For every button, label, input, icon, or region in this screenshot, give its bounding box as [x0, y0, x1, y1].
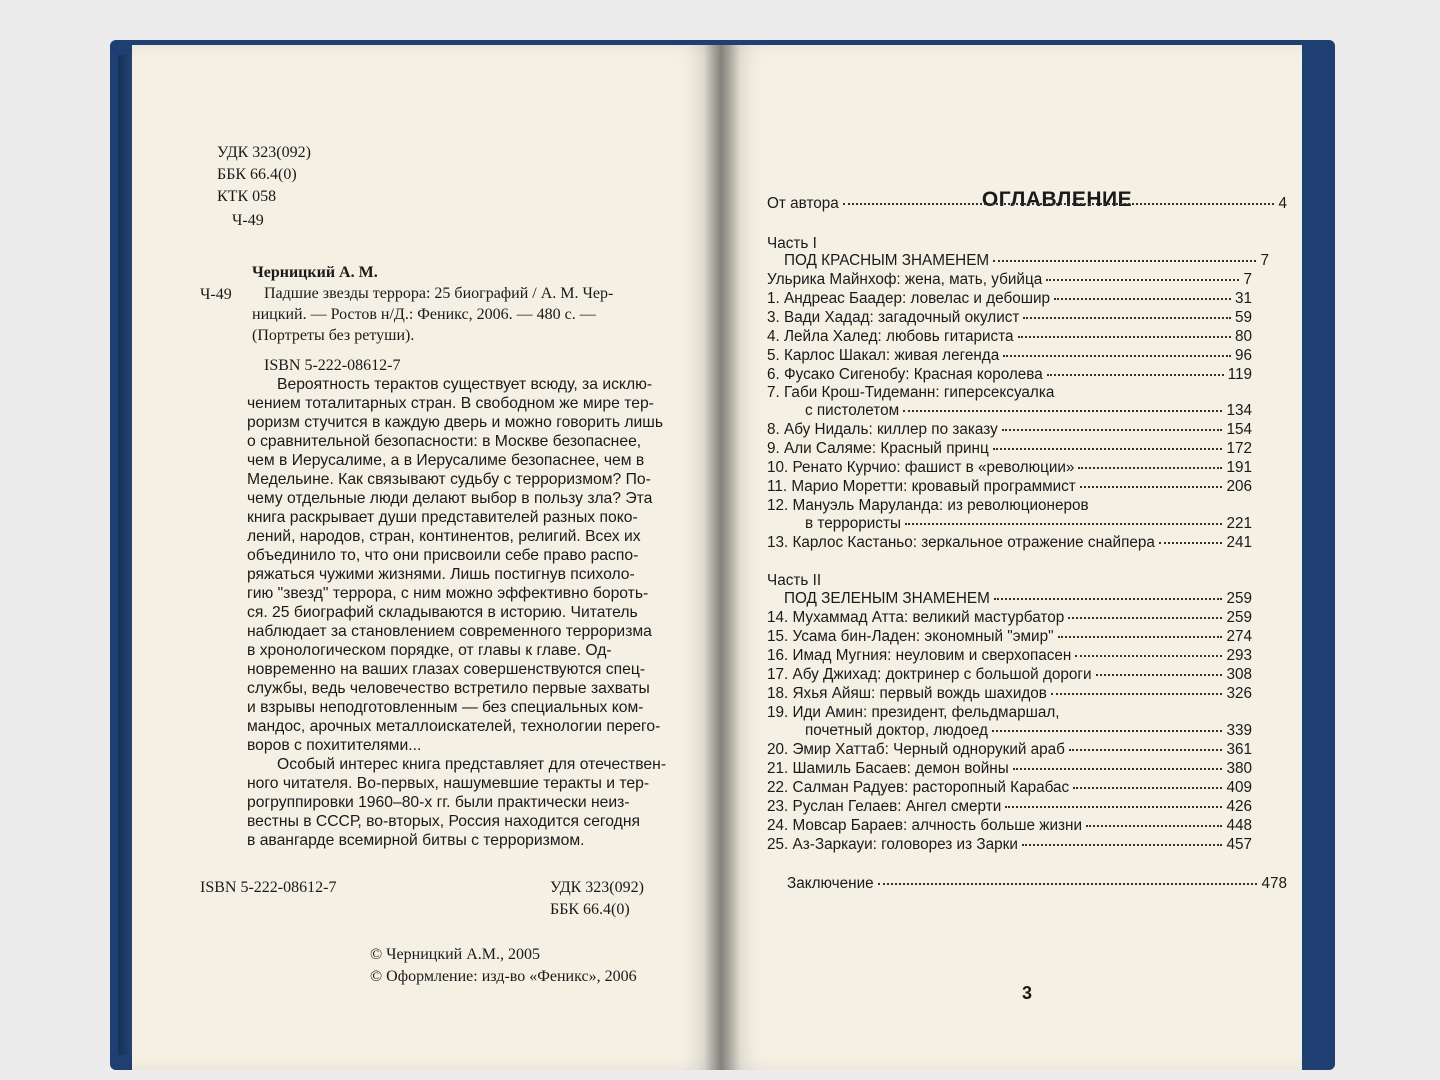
toc-entry-title: 15. Усама бин-Ладен: экономный "эмир": [767, 628, 1054, 645]
part1-label: Часть I: [767, 235, 817, 252]
annotation-line: лений, народов, стран, континентов, религий. Всех их: [247, 528, 641, 545]
toc-entry-title: 1. Андреас Баадер: ловелас и дебошир: [767, 290, 1051, 307]
annotation-line: ряжаться чужими жизнями. Лишь постигнув психоло-: [247, 566, 635, 583]
toc-entry-title: 13. Карлос Кастаньо: зеркальное отражение снайпера: [767, 534, 1155, 551]
annotation-line: книга раскрывает души представителей разных поко-: [247, 509, 638, 526]
annotation-line: роризм стучится в каждую дверь и можно говорить лишь: [247, 414, 664, 431]
toc-entry-page: 191: [1226, 459, 1252, 476]
annotation-line: чением тоталитарных стран. В свободном же мире тер-: [247, 395, 654, 412]
toc-entry-title: Заключение: [787, 875, 874, 892]
toc-title: ОГЛАВЛЕНИЕ: [981, 188, 1133, 211]
udk-code: УДК 323(092): [217, 144, 311, 161]
annotation-line: гию "звезд" террора, с ним можно эффективно бороть-: [247, 585, 649, 602]
toc-entry-title: 24. Мовсар Бараев: алчность больше жизни: [767, 817, 1083, 834]
leader-dots: [1013, 768, 1223, 770]
toc-entry-page: 274: [1226, 628, 1252, 645]
leader-dots: [1018, 336, 1231, 338]
bibliographic-record: [252, 262, 702, 376]
toc-entry-title: 10. Ренато Курчио: фашист в «революции»: [767, 459, 1075, 476]
leader-dots: [1096, 674, 1223, 676]
annotation-line: новременно на ваших глазах совершенствуются спец-: [247, 661, 646, 678]
toc-entry-title: 4. Лейла Халед: любовь гитариста: [767, 328, 1014, 345]
annotation-line: службы, ведь человечество встретило первые захваты: [247, 680, 650, 697]
toc-entry[interactable]: [767, 309, 1252, 329]
toc-entry-title: От автора: [767, 195, 839, 212]
toc-entry-page: 154: [1226, 421, 1252, 438]
ktk-code: КТК 058: [217, 188, 277, 205]
copyright-design: © Оформление: изд-во «Феникс», 2006: [370, 968, 637, 985]
toc-entry[interactable]: [767, 666, 1252, 686]
toc-entry[interactable]: [767, 459, 1252, 479]
toc-entry-page: 7: [1260, 252, 1269, 269]
isbn-top: ISBN 5-222-08612-7: [264, 357, 401, 374]
toc-entry-page: 259: [1226, 590, 1252, 607]
annotation-line: и взрывы неподготовленным — без специальных ком-: [247, 699, 644, 716]
annotation-line: наблюдает за становлением современного терроризма: [247, 623, 652, 640]
book-gutter-shadow: [704, 45, 740, 1070]
toc-entry[interactable]: [767, 760, 1252, 780]
leader-dots: [1054, 298, 1231, 300]
toc-entry-title: 3. Вади Хадад: загадочный окулист: [767, 309, 1020, 326]
toc-entry[interactable]: [805, 402, 1252, 422]
leader-dots: [1023, 317, 1231, 319]
page-number: 3: [1022, 983, 1033, 1003]
annotation-line: объединило то, что они присвоили себе право распо-: [247, 547, 639, 564]
toc-entry[interactable]: [767, 798, 1252, 818]
toc-entry[interactable]: [767, 271, 1252, 291]
leader-dots: [1051, 693, 1223, 695]
leader-dots: [1159, 542, 1223, 544]
toc-entry[interactable]: [767, 647, 1252, 667]
toc-entry-page: 409: [1226, 779, 1252, 796]
biblio-line: ницкий. — Ростов н/Д.: Феникс, 2006. — 480 с. —: [252, 306, 596, 323]
toc-entry-title: в террористы: [805, 515, 901, 532]
leader-dots: [1022, 844, 1223, 846]
leader-dots: [843, 203, 1275, 205]
annotation-line: чем в Иерусалиме, а в Иерусалиме безопаснее, чем в: [247, 452, 645, 469]
toc-entry[interactable]: [767, 347, 1252, 367]
toc-entry-title: 14. Мухаммад Атта: великий мастурбатор: [767, 609, 1065, 626]
leader-dots: [1068, 617, 1222, 619]
annotation-line: Медельине. Как связывают судьбу с терроризмом? По-: [247, 471, 651, 488]
leader-dots: [1003, 355, 1231, 357]
leader-dots: [878, 883, 1258, 885]
toc-entry-page: 221: [1226, 515, 1252, 532]
toc-entry[interactable]: [767, 817, 1252, 837]
leader-dots: [1002, 429, 1223, 431]
leader-dots: [1075, 655, 1222, 657]
toc-entry-page: 96: [1234, 347, 1252, 364]
toc-entry-title: 21. Шамиль Басаев: демон войны: [767, 760, 1009, 777]
toc-entry-conclusion[interactable]: [787, 875, 1287, 895]
toc-entry-page: 361: [1226, 741, 1252, 758]
toc-entry-title: ПОД ЗЕЛЕНЫМ ЗНАМЕНЕМ: [784, 590, 990, 607]
leader-dots: [992, 730, 1223, 732]
toc-entry-title[interactable]: 7. Габи Крош-Тидеманн: гиперсексуалка: [767, 384, 1055, 401]
toc-entry[interactable]: [767, 685, 1252, 705]
author-name: Черницкий А. М.: [252, 264, 378, 281]
toc-entry-page: 308: [1226, 666, 1252, 683]
toc-entry-page: 172: [1226, 440, 1252, 457]
annotation-line: в хронологическом порядке, от главы к главе. Од-: [247, 642, 612, 659]
toc-entry-page: 80: [1234, 328, 1252, 345]
leader-dots: [1073, 787, 1222, 789]
part1-heading[interactable]: [784, 252, 1269, 272]
toc-entry-title: ПОД КРАСНЫМ ЗНАМЕНЕМ: [784, 252, 990, 269]
leader-dots: [994, 598, 1223, 600]
bbk-code: ББК 66.4(0): [217, 166, 297, 183]
toc-entry[interactable]: [805, 722, 1252, 742]
annotation-line: чему отдельные люди делают выбор в пользу зла? Эта: [247, 490, 653, 507]
toc-entry[interactable]: [767, 290, 1252, 310]
toc-entry-title: 20. Эмир Хаттаб: Черный однорукий араб: [767, 741, 1065, 758]
toc-entry-page: 293: [1226, 647, 1252, 664]
left-page: [132, 45, 722, 1070]
side-author-sign: Ч-49: [200, 286, 232, 303]
annotation: [247, 375, 717, 850]
toc-entry-title: 25. Аз-Заркауи: головорез из Зарки: [767, 836, 1018, 853]
toc-entry-title[interactable]: 12. Мануэль Маруланда: из революционеров: [767, 497, 1089, 514]
biblio-line: Падшие звезды террора: 25 биографий / А. М. Чер-: [264, 285, 614, 302]
toc-entry[interactable]: [767, 609, 1252, 629]
leader-dots: [1086, 825, 1222, 827]
leader-dots: [903, 410, 1222, 412]
toc-entry-page: 426: [1226, 798, 1252, 815]
toc-entry-title: 16. Имад Мугния: неуловим и сверхопасен: [767, 647, 1072, 664]
toc-entry-title: с пистолетом: [805, 402, 900, 419]
leader-dots: [1005, 806, 1222, 808]
toc-entry-title: Ульрика Майнхоф: жена, мать, убийца: [767, 271, 1043, 288]
toc-entry-title: 17. Абу Джихад: доктринер с большой дороги: [767, 666, 1092, 683]
annotation-line: в авангарде всемирной битвы с терроризмом.: [247, 832, 585, 849]
toc-entry[interactable]: [767, 534, 1252, 554]
toc-entry-page: 134: [1226, 402, 1252, 419]
toc-entry-page: 259: [1226, 609, 1252, 626]
leader-dots: [1046, 279, 1239, 281]
annotation-line: ся. 25 биографий складываются в историю. Читатель: [247, 604, 638, 621]
toc-entry[interactable]: [805, 515, 1252, 535]
toc-entry-page: 4: [1278, 195, 1287, 212]
annotation-line: воров с похитителями...: [247, 737, 422, 754]
toc-entry-title: 8. Абу Нидаль: киллер по заказу: [767, 421, 998, 438]
annotation-line: о сравнительной безопасности: в Москве безопаснее,: [247, 433, 642, 450]
toc-entry[interactable]: [767, 478, 1252, 498]
annotation-line: ного читателя. Во-первых, нашумевшие теракты и тер-: [247, 775, 650, 792]
toc-entry-title: 5. Карлос Шакал: живая легенда: [767, 347, 1000, 364]
toc-entry-page: 478: [1261, 875, 1287, 892]
leader-dots: [905, 523, 1223, 525]
toc-entry-title: почетный доктор, людоед: [805, 722, 988, 739]
toc-entry-title[interactable]: 19. Иди Амин: президент, фельдмаршал,: [767, 704, 1060, 721]
toc-entry[interactable]: [767, 741, 1252, 761]
udk-bottom: УДК 323(092): [550, 879, 644, 896]
leader-dots: [1058, 636, 1223, 638]
leader-dots: [993, 260, 1256, 262]
toc-entry-page: 380: [1226, 760, 1252, 777]
toc-entry-page: 59: [1234, 309, 1252, 326]
toc-entry-title: 23. Руслан Гелаев: Ангел смерти: [767, 798, 1002, 815]
toc-entry[interactable]: [767, 779, 1252, 799]
part2-heading[interactable]: [784, 590, 1252, 610]
leader-dots: [1080, 486, 1223, 488]
toc-entry[interactable]: [767, 836, 1252, 856]
annotation-line: рогруппировки 1960–80-х гг. были практически неиз-: [247, 794, 630, 811]
toc-entry[interactable]: [767, 421, 1252, 441]
toc-entry-page: 457: [1226, 836, 1252, 853]
copyright-author: © Черницкий А.М., 2005: [370, 946, 541, 963]
biblio-line: (Портреты без ретуши).: [252, 327, 415, 344]
annotation-line: Вероятность терактов существует всюду, за исклю-: [277, 376, 653, 393]
toc-entry-title: 11. Марио Моретти: кровавый программист: [767, 478, 1076, 495]
toc-entry[interactable]: [767, 328, 1252, 348]
author-sign: Ч-49: [232, 212, 264, 229]
toc-entry-title: 22. Салман Радуев: расторопный Карабас: [767, 779, 1070, 796]
annotation-line: мандос, арочных металлоискателей, технологии перего-: [247, 718, 661, 735]
toc-entry-page: 448: [1226, 817, 1252, 834]
toc-entry-title: 18. Яхья Айяш: первый вождь шахидов: [767, 685, 1047, 702]
toc-entry[interactable]: [767, 366, 1252, 386]
toc-entry-page: 339: [1226, 722, 1252, 739]
toc-entry[interactable]: [767, 628, 1252, 648]
leader-dots: [993, 448, 1223, 450]
toc-entry-page: 326: [1226, 685, 1252, 702]
bbk-bottom: ББК 66.4(0): [550, 901, 630, 918]
annotation-line: вестны в СССР, во-вторых, Россия находится сегодня: [247, 813, 640, 830]
toc-entry-page: 7: [1243, 271, 1252, 288]
leader-dots: [1078, 467, 1222, 469]
toc-entry[interactable]: [767, 440, 1252, 460]
toc-entry-page: 241: [1226, 534, 1252, 551]
leader-dots: [1047, 374, 1224, 376]
toc-entry-from-author[interactable]: [767, 195, 1287, 215]
toc-entry-page: 31: [1234, 290, 1252, 307]
toc-entry-title: 6. Фусако Сигенобу: Красная королева: [767, 366, 1043, 383]
part2-label: Часть II: [767, 572, 822, 589]
isbn-bottom: ISBN 5-222-08612-7: [200, 879, 337, 896]
right-page: [722, 45, 1302, 1070]
leader-dots: [1069, 749, 1223, 751]
toc-entry-page: 206: [1226, 478, 1252, 495]
toc-entry-page: 119: [1227, 366, 1252, 383]
toc-entry-title: 9. Али Саляме: Красный принц: [767, 440, 989, 457]
annotation-line: Особый интерес книга представляет для отечествен-: [277, 756, 667, 773]
